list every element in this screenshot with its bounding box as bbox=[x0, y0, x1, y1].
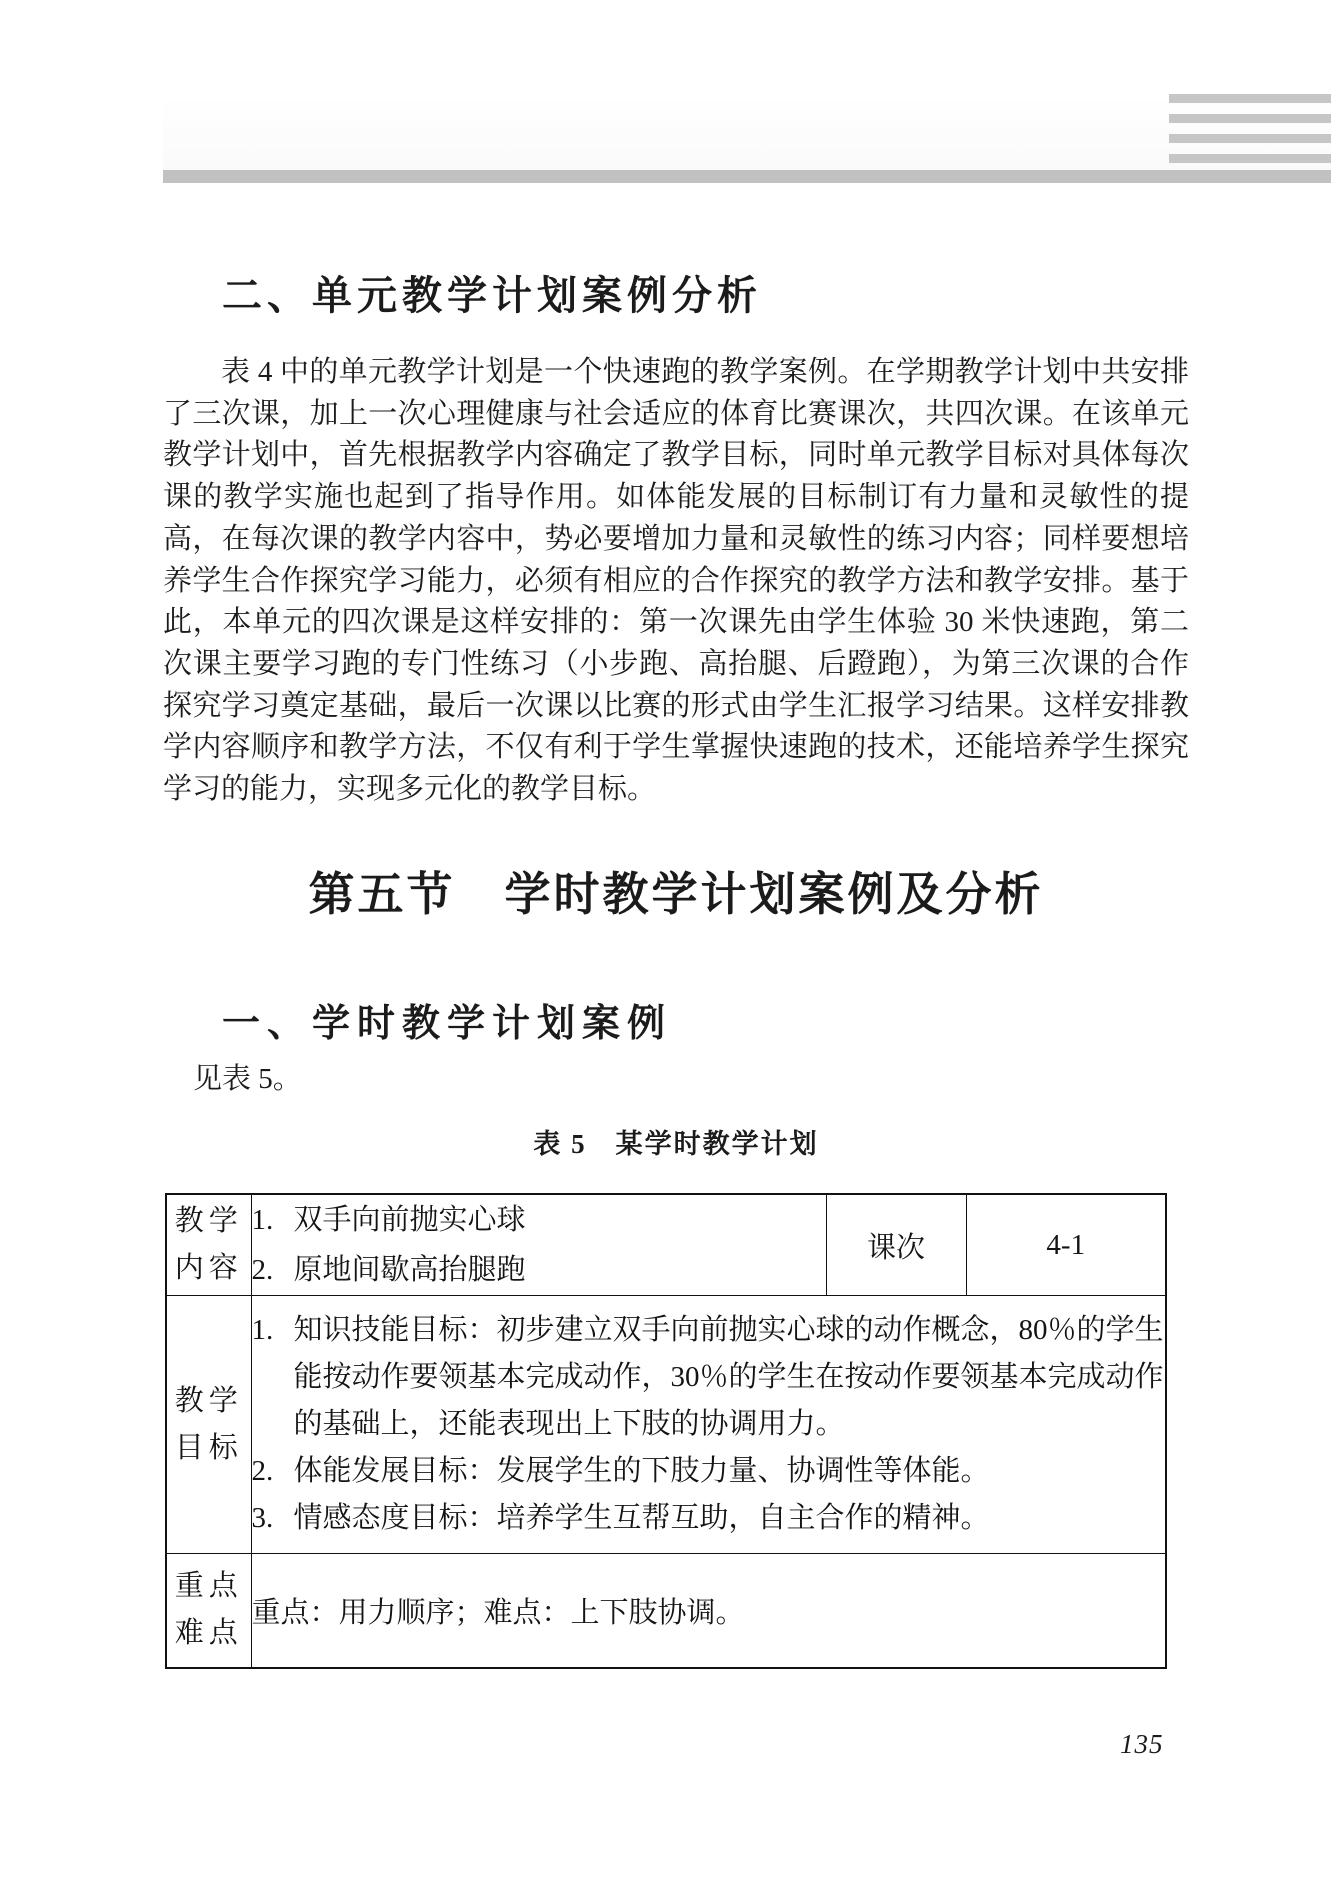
header-stripe bbox=[1169, 94, 1331, 103]
page-number: 135 bbox=[1120, 1729, 1164, 1759]
table-row bbox=[166, 1554, 1166, 1668]
header-stripe bbox=[1169, 114, 1331, 123]
list-item: 1. 双手向前抛实心球 bbox=[251, 1204, 526, 1236]
see-table-note: 见表 5。 bbox=[193, 1063, 302, 1095]
row-header-teaching-content: 教学 内容 bbox=[166, 1194, 251, 1296]
lesson-plan-table bbox=[165, 1193, 1167, 1669]
section-heading-lesson-case: 一、学时教学计划案例 bbox=[222, 1003, 673, 1045]
list-item: 3. 情感态度目标：培养学生互帮互助，自主合作的精神。 bbox=[251, 1502, 990, 1534]
row-header-teaching-objectives: 教学 目标 bbox=[166, 1296, 251, 1554]
cell-teaching-objectives bbox=[251, 1296, 1166, 1554]
table-row bbox=[166, 1296, 1166, 1554]
cell-key-difficult-points: 重点：用力顺序；难点：上下肢协调。 bbox=[251, 1554, 1166, 1668]
list-item: 2. 体能发展目标：发展学生的下肢力量、协调性等体能。 bbox=[251, 1455, 990, 1487]
cell-lesson-number-value: 4-1 bbox=[966, 1194, 1166, 1296]
list-item: 2. 原地间歇高抬腿跑 bbox=[251, 1254, 526, 1286]
list-item: 1. 知识技能目标：初步建立双手向前抛实心球的动作概念，80％的学生能按动作要领基本完成动作，30％的学生在按动作要领基本完成动作的基础上，还能表现出上下肢的协调用力。 bbox=[251, 1314, 1164, 1440]
table-caption: 表 5 某学时教学计划 bbox=[533, 1129, 819, 1159]
chapter-heading-section5: 第五节 学时教学计划案例及分析 bbox=[308, 869, 1044, 920]
header-gray-bar bbox=[163, 170, 1331, 183]
body-paragraph-unit-analysis: 表 4 中的单元教学计划是一个快速跑的教学案例。在学期教学计划中共安排了三次课，加上一次心理健康与社会适应的体育比赛课次，共四次课。在该单元教学计划中，首先根据教学内容确定了教学目标，同时单元教学目标对具体每次课的教学实施也起到了指导作用。如体能发展的目标制订有力量和灵敏性的提高，在每次课的教学内容中，势必要增加力量和灵敏性的练习内容；同样要想培养学生合作探究学习能力，必须有相应的合作探究的教学方法和教学安排。基于此，本单元的四次课是这样安排的：第一次课先由学生体验 30 米快速跑，第二次课主要学习跑的专门性练习（小步跑、高抬腿、后蹬跑），为第三次课的合作探究学习奠定基础，最后一次课以比赛的形式由学生汇报学习结果。这样安排教学内容顺序和教学方法，不仅有利于学生掌握快速跑的技术，还能培养学生探究学习的能力，实现多元化的教学目标。 bbox=[163, 356, 1189, 806]
cell-lesson-number-label: 课次 bbox=[826, 1194, 966, 1296]
cell-teaching-content bbox=[251, 1194, 826, 1296]
section-heading-unit-case-analysis: 二、单元教学计划案例分析 bbox=[222, 273, 762, 318]
table-row bbox=[166, 1194, 1166, 1296]
header-stripe bbox=[1169, 154, 1331, 163]
header-gradient-band bbox=[163, 95, 1331, 170]
header-stripe bbox=[1169, 134, 1331, 143]
row-header-key-difficult-points: 重点 难点 bbox=[166, 1554, 251, 1668]
